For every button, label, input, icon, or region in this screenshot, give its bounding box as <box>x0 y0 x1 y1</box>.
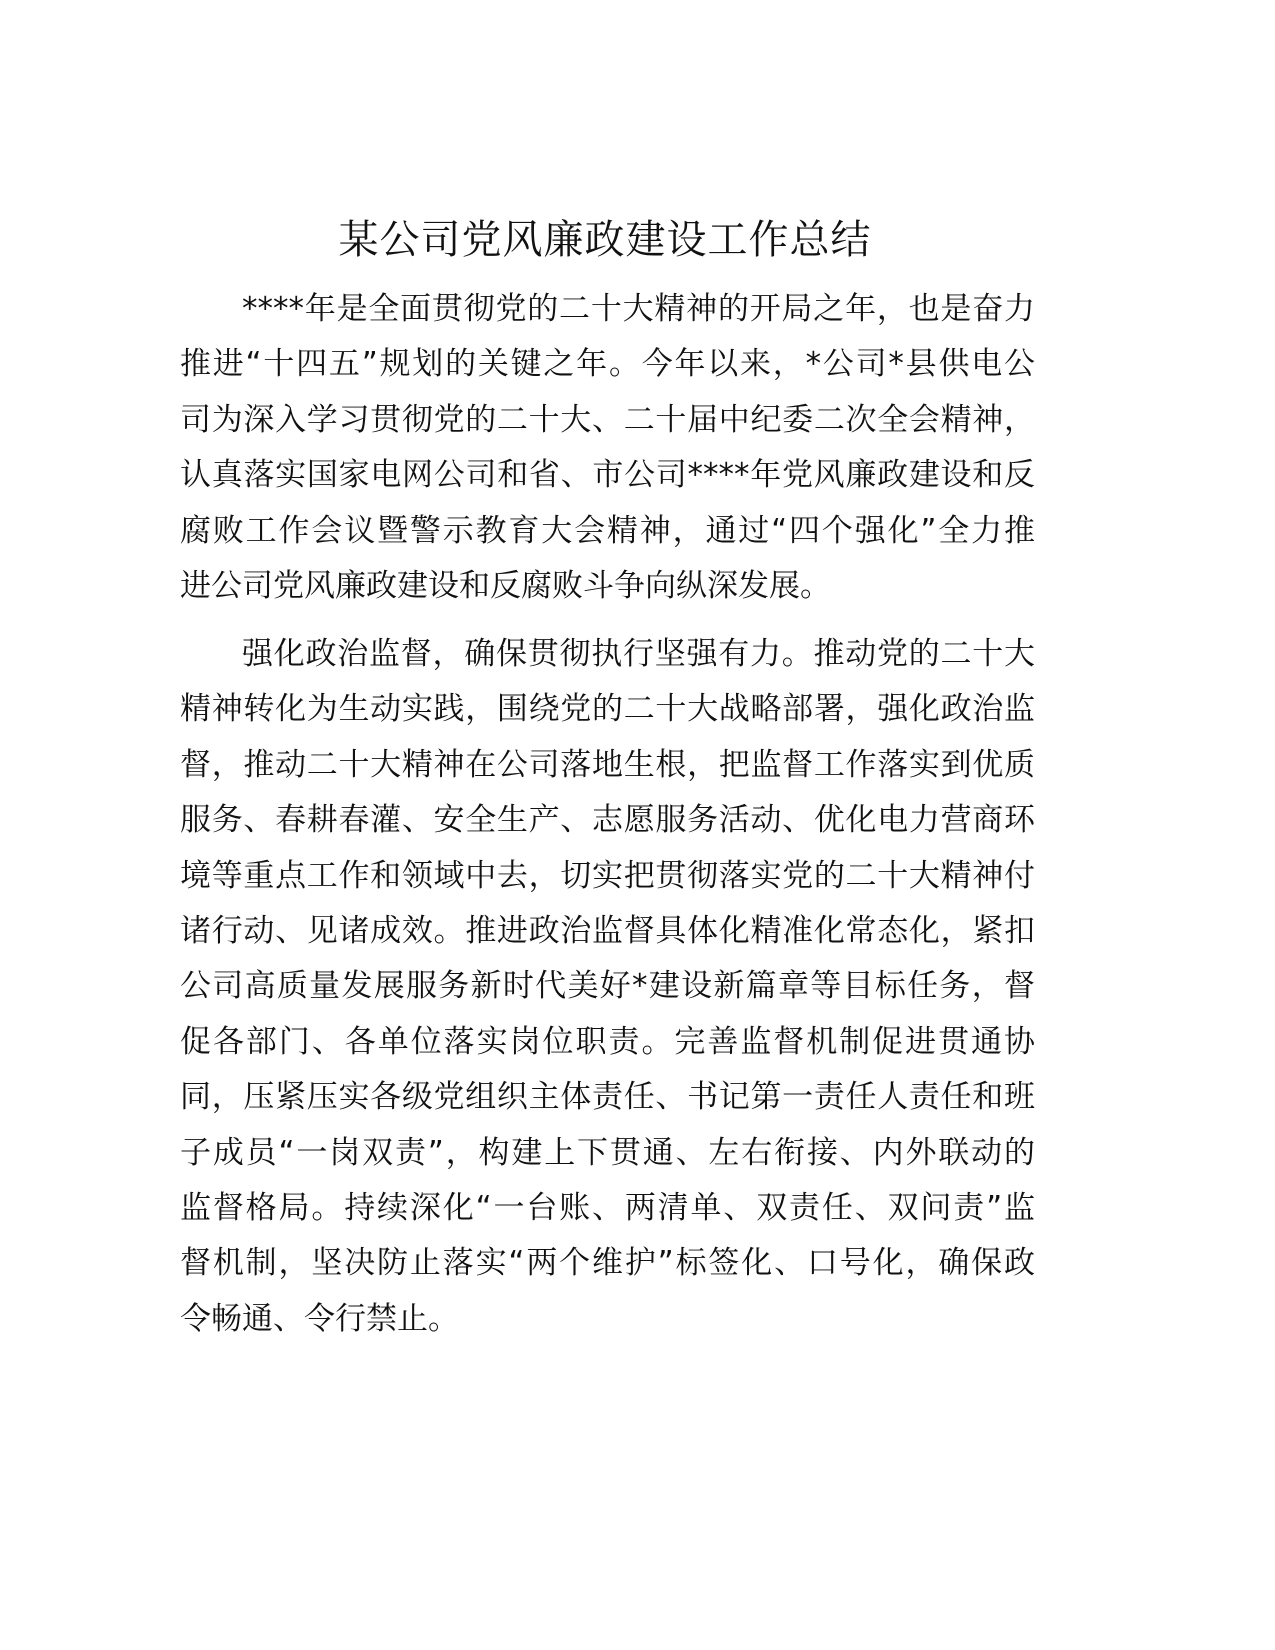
text-line: 强化政治监督，确保贯彻执行坚强有力。推动党的二十大 <box>242 636 1035 672</box>
text-line: 司为深入学习贯彻党的二十大、二十届中纪委二次全会精神， <box>180 401 1035 438</box>
text-line: 境等重点工作和领域中去，切实把贯彻落实党的二十大精神付 <box>180 857 1035 894</box>
text-line: 令畅通、令行禁止。 <box>180 1300 459 1337</box>
text-line: 公司高质量发展服务新时代美好*建设新篇章等目标任务，督 <box>180 968 1035 1005</box>
text-line: 认真落实国家电网公司和省、市公司****年党风廉政建设和反 <box>180 457 1035 494</box>
text-line: 促各部门、各单位落实岗位职责。完善监督机制促进贯通协 <box>180 1023 1035 1060</box>
text-line: ****年是全面贯彻党的二十大精神的开局之年，也是奋力 <box>242 291 1035 327</box>
paragraph-political-supervision <box>180 627 1035 1347</box>
text-line: 子成员“一岗双责”，构建上下贯通、左右衔接、内外联动的 <box>180 1134 1035 1171</box>
text-line: 诸行动、见诸成效。推进政治监督具体化精准化常态化，紧扣 <box>180 912 1035 949</box>
text-line: 同，压紧压实各级党组织主体责任、书记第一责任人责任和班 <box>180 1079 1035 1116</box>
text-line: 监督格局。持续深化“一台账、两清单、双责任、双问责”监 <box>180 1189 1035 1226</box>
text-line: 进公司党风廉政建设和反腐败斗争向纵深发展。 <box>180 567 831 604</box>
text-line: 腐败工作会议暨警示教育大会精神，通过“四个强化”全力推 <box>180 512 1035 549</box>
text-line: 督，推动二十大精神在公司落地生根，把监督工作落实到优质 <box>180 746 1035 783</box>
text-line: 精神转化为生动实践，围绕党的二十大战略部署，强化政治监 <box>180 691 1035 728</box>
paragraph-intro <box>180 282 1035 614</box>
text-line: 推进“十四五”规划的关键之年。今年以来，*公司*县供电公 <box>180 346 1035 383</box>
text-line: 服务、春耕春灌、安全生产、志愿服务活动、优化电力营商环 <box>180 802 1035 839</box>
document-title: 某公司党风廉政建设工作总结 <box>338 217 872 263</box>
text-line: 督机制，坚决防止落实“两个维护”标签化、口号化，确保政 <box>180 1245 1035 1282</box>
